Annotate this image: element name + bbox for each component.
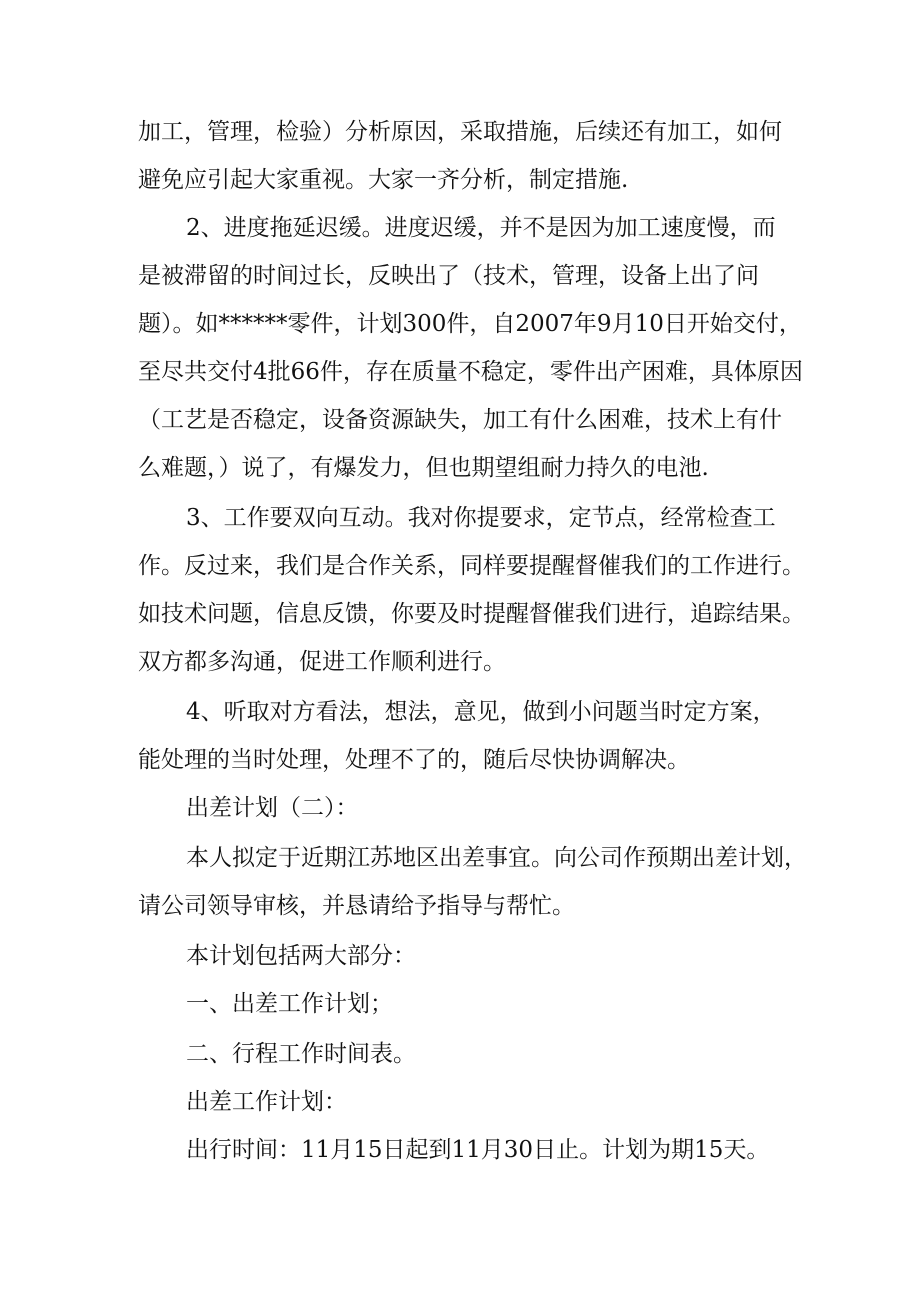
text-line: 能处理的当时处理，处理不了的，随后尽快协调解决。 — [138, 747, 690, 773]
text-line: 是被滞留的时间过长，反映出了（技术，管理，设备上出了问 — [138, 263, 759, 289]
text-line: 么难题，）说了，有爆发力，但也期望组耐力持久的电池. — [138, 455, 709, 481]
section-heading: 出差计划（二）： — [186, 795, 359, 821]
text-line: 4、听取对方看法，想法，意见，做到小问题当时定方案， — [186, 699, 776, 725]
text-line: （工艺是否稳定，设备资源缺失，加工有什么困难，技术上有什 — [138, 407, 782, 433]
text-line: 本人拟定于近期江苏地区出差事宜。向公司作预期出差计划， — [186, 845, 807, 871]
list-item: 二、行程工作时间表。 — [186, 1041, 416, 1067]
text-line: 3、工作要双向互动。我对你提要求，定节点，经常检查工 — [186, 505, 776, 531]
text-line: 避免应引起大家重视。大家一齐分析，制定措施. — [138, 167, 629, 193]
text-line: 作。反过来，我们是合作关系，同样要提醒督催我们的工作进行。 — [138, 553, 805, 579]
text-line: 双方都多沟通，促进工作顺利进行。 — [138, 649, 506, 675]
text-line: 加工，管理，检验）分析原因，采取措施，后续还有加工，如何 — [138, 119, 782, 145]
text-line: 题）。如******零件，计划300件，自2007年9月10日开始交付， — [138, 311, 802, 337]
section-heading: 出差工作计划： — [186, 1089, 347, 1115]
text-line: 出行时间：11月15日起到11月30日止。计划为期15天。 — [186, 1137, 770, 1163]
text-line: 2、进度拖延迟缓。进度迟缓，并不是因为加工速度慢，而 — [186, 215, 776, 241]
text-line: 本计划包括两大部分： — [186, 943, 416, 969]
text-line: 至尽共交付4批66件，存在质量不稳定，零件出产困难，具体原因 — [138, 359, 803, 385]
text-line: 如技术问题，信息反馈，你要及时提醒督催我们进行，追踪结果。 — [138, 601, 805, 627]
list-item: 一、出差工作计划； — [186, 991, 393, 1017]
text-line: 请公司领导审核，并恳请给予指导与帮忙。 — [138, 893, 575, 919]
